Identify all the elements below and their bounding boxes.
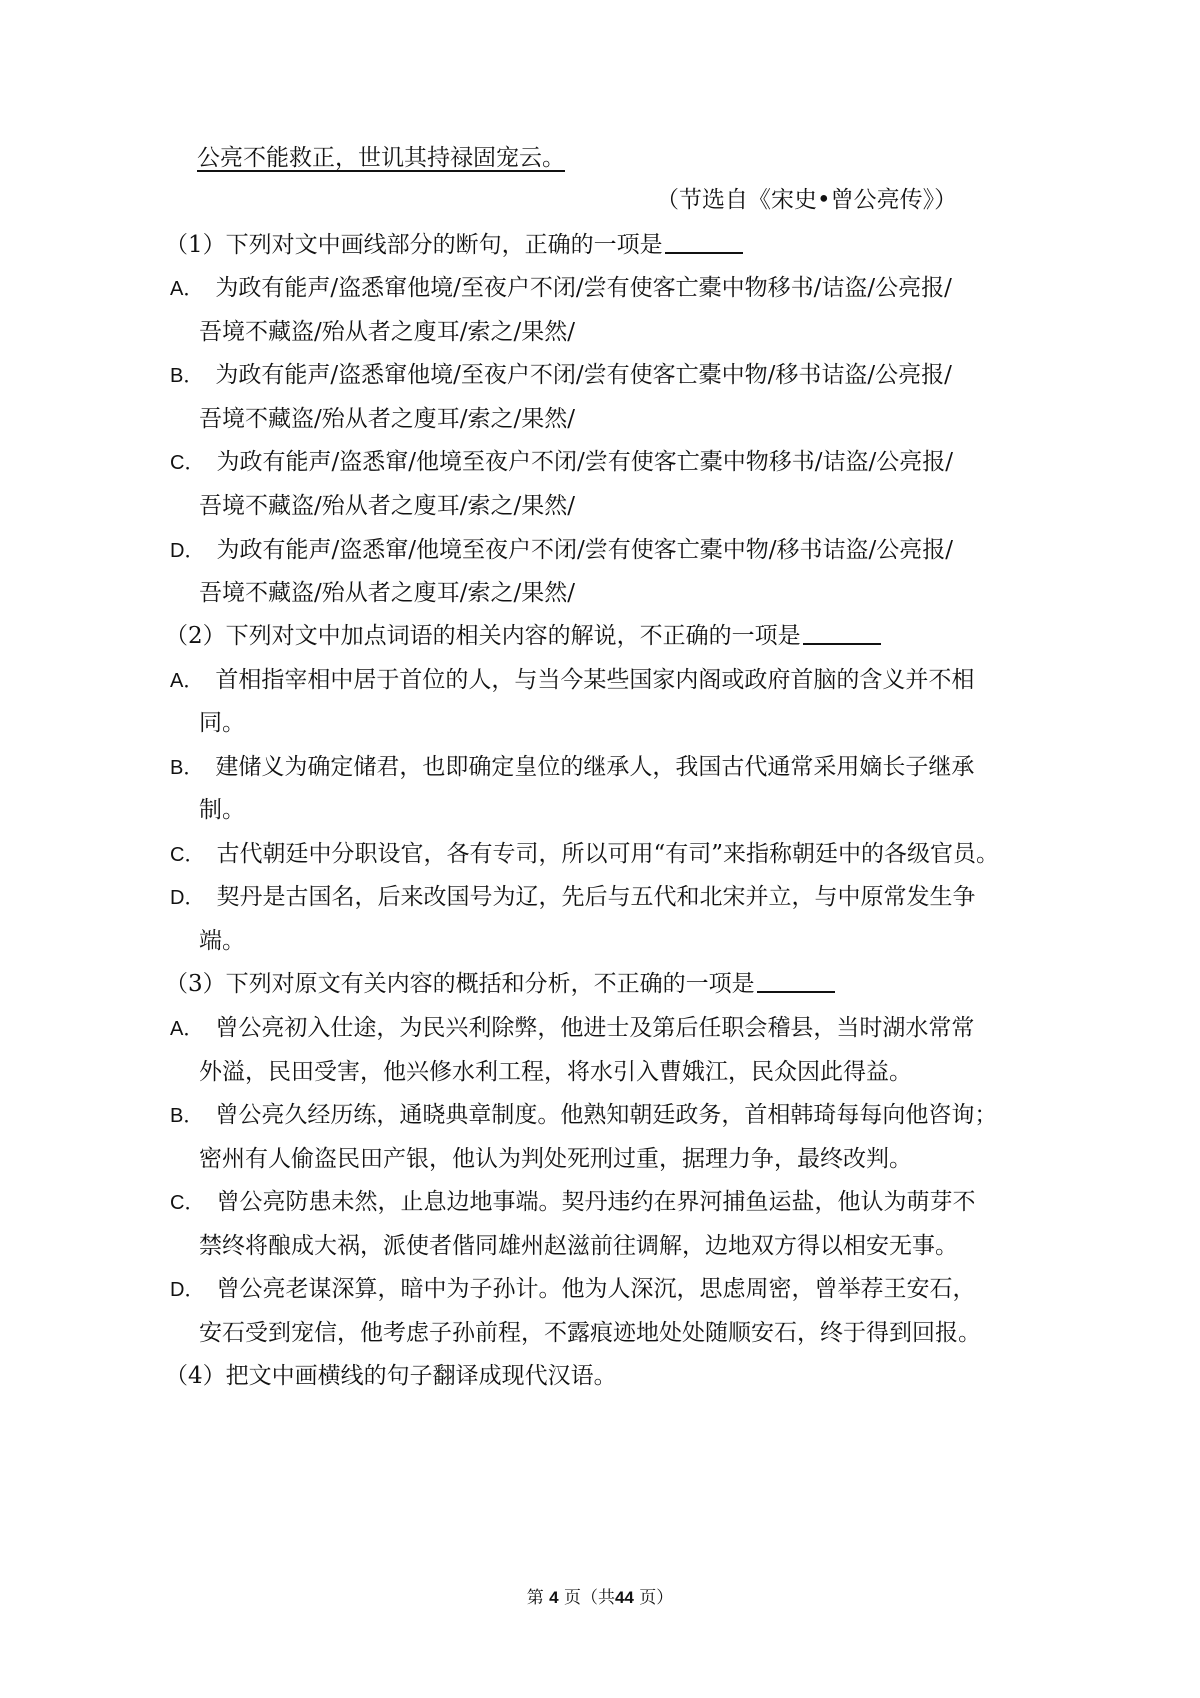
q3-option-a: A． 曾公亮初入仕途，为民兴利除弊，他进士及第后任职会稽县，当时湖水常常 [170,1015,975,1041]
answer-blank [757,969,835,993]
q1-option-c: C． 为政有能声/盗悉窜/他境至夜户不闭/尝有使客亡橐中物移书/诘盗/公亮报/ [170,449,953,475]
q3-option-b: B． 曾公亮久经历练，通晓典章制度。他熟知朝廷政务，首相韩琦每每向他咨询； [170,1102,998,1128]
q1-option-a-cont: 吾境不藏盗/殆从者之廋耳/索之/果然/ [199,319,575,345]
answer-blank [803,621,881,645]
q2-option-c: C． 古代朝廷中分职设官，各有专司，所以可用“有司”来指称朝廷中的各级官员。 [170,841,999,867]
q2-option-a-cont: 同。 [199,710,245,736]
question-2-stem: （2）下列对文中加点词语的相关内容的解说，不正确的一项是 [165,621,881,651]
q3-option-a-cont: 外溢，民田受害，他兴修水利工程，将水引入曹娥江，民众因此得益。 [199,1059,912,1085]
q1-option-c-cont: 吾境不藏盗/殆从者之廋耳/索之/果然/ [199,493,575,519]
q2-option-d: D． 契丹是古国名，后来改国号为辽，先后与五代和北宋并立，与中原常发生争 [170,884,976,910]
q1-option-d: D． 为政有能声/盗悉窜/他境至夜户不闭/尝有使客亡橐中物/移书诘盗/公亮报/ [170,537,953,563]
q3-option-c-cont: 禁终将酿成大祸，派使者偕同雄州赵滋前往调解，边地双方得以相安无事。 [199,1233,958,1259]
q3-option-d: D． 曾公亮老谋深算，暗中为子孙计。他为人深沉，思虑周密，曾举荐王安石， [170,1276,976,1302]
q1-option-b: B． 为政有能声/盗悉窜他境/至夜户不闭/尝有使客亡橐中物/移书诘盗/公亮报/ [170,362,952,388]
q2-option-a: A． 首相指宰相中居于首位的人，与当今某些国家内阁或政府首脑的含义并不相 [170,667,975,693]
question-1-stem: （1）下列对文中画线部分的断句，正确的一项是 [165,230,743,260]
q3-option-c: C． 曾公亮防患未然，止息边地事端。契丹违约在界河捕鱼运盐，他认为萌芽不 [170,1189,976,1215]
q2-option-b-cont: 制。 [199,797,245,823]
q2-option-d-cont: 端。 [199,928,245,954]
page-number: 4 [549,1588,559,1607]
q2-option-b: B． 建储义为确定储君，也即确定皇位的继承人，我国古代通常采用嫡长子继承 [170,754,975,780]
q3-option-d-cont: 安石受到宠信，他考虑子孙前程，不露痕迹地处处随顺安石，终于得到回报。 [199,1320,981,1346]
page-total: 44 [614,1588,634,1607]
q3-option-b-cont: 密州有人偷盗民田产银，他认为判处死刑过重，据理力争，最终改判。 [199,1146,912,1172]
q1-option-a: A． 为政有能声/盗悉窜他境/至夜户不闭/尝有使客亡橐中物移书/诘盗/公亮报/ [170,275,952,301]
question-4-stem: （4）把文中画横线的句子翻译成现代汉语。 [165,1363,617,1389]
answer-blank [665,230,743,254]
question-3-stem: （3）下列对原文有关内容的概括和分析，不正确的一项是 [165,969,835,999]
q1-option-b-cont: 吾境不藏盗/殆从者之廋耳/索之/果然/ [199,406,575,432]
passage-source: （节选自《宋史•曾公亮传》） [656,187,958,213]
page-footer: 第 4 页（共44 页） [526,1588,674,1608]
passage-underlined-sentence: 公亮不能救正，世讥其持禄固宠云。 [197,145,565,171]
q1-option-d-cont: 吾境不藏盗/殆从者之廋耳/索之/果然/ [199,580,575,606]
